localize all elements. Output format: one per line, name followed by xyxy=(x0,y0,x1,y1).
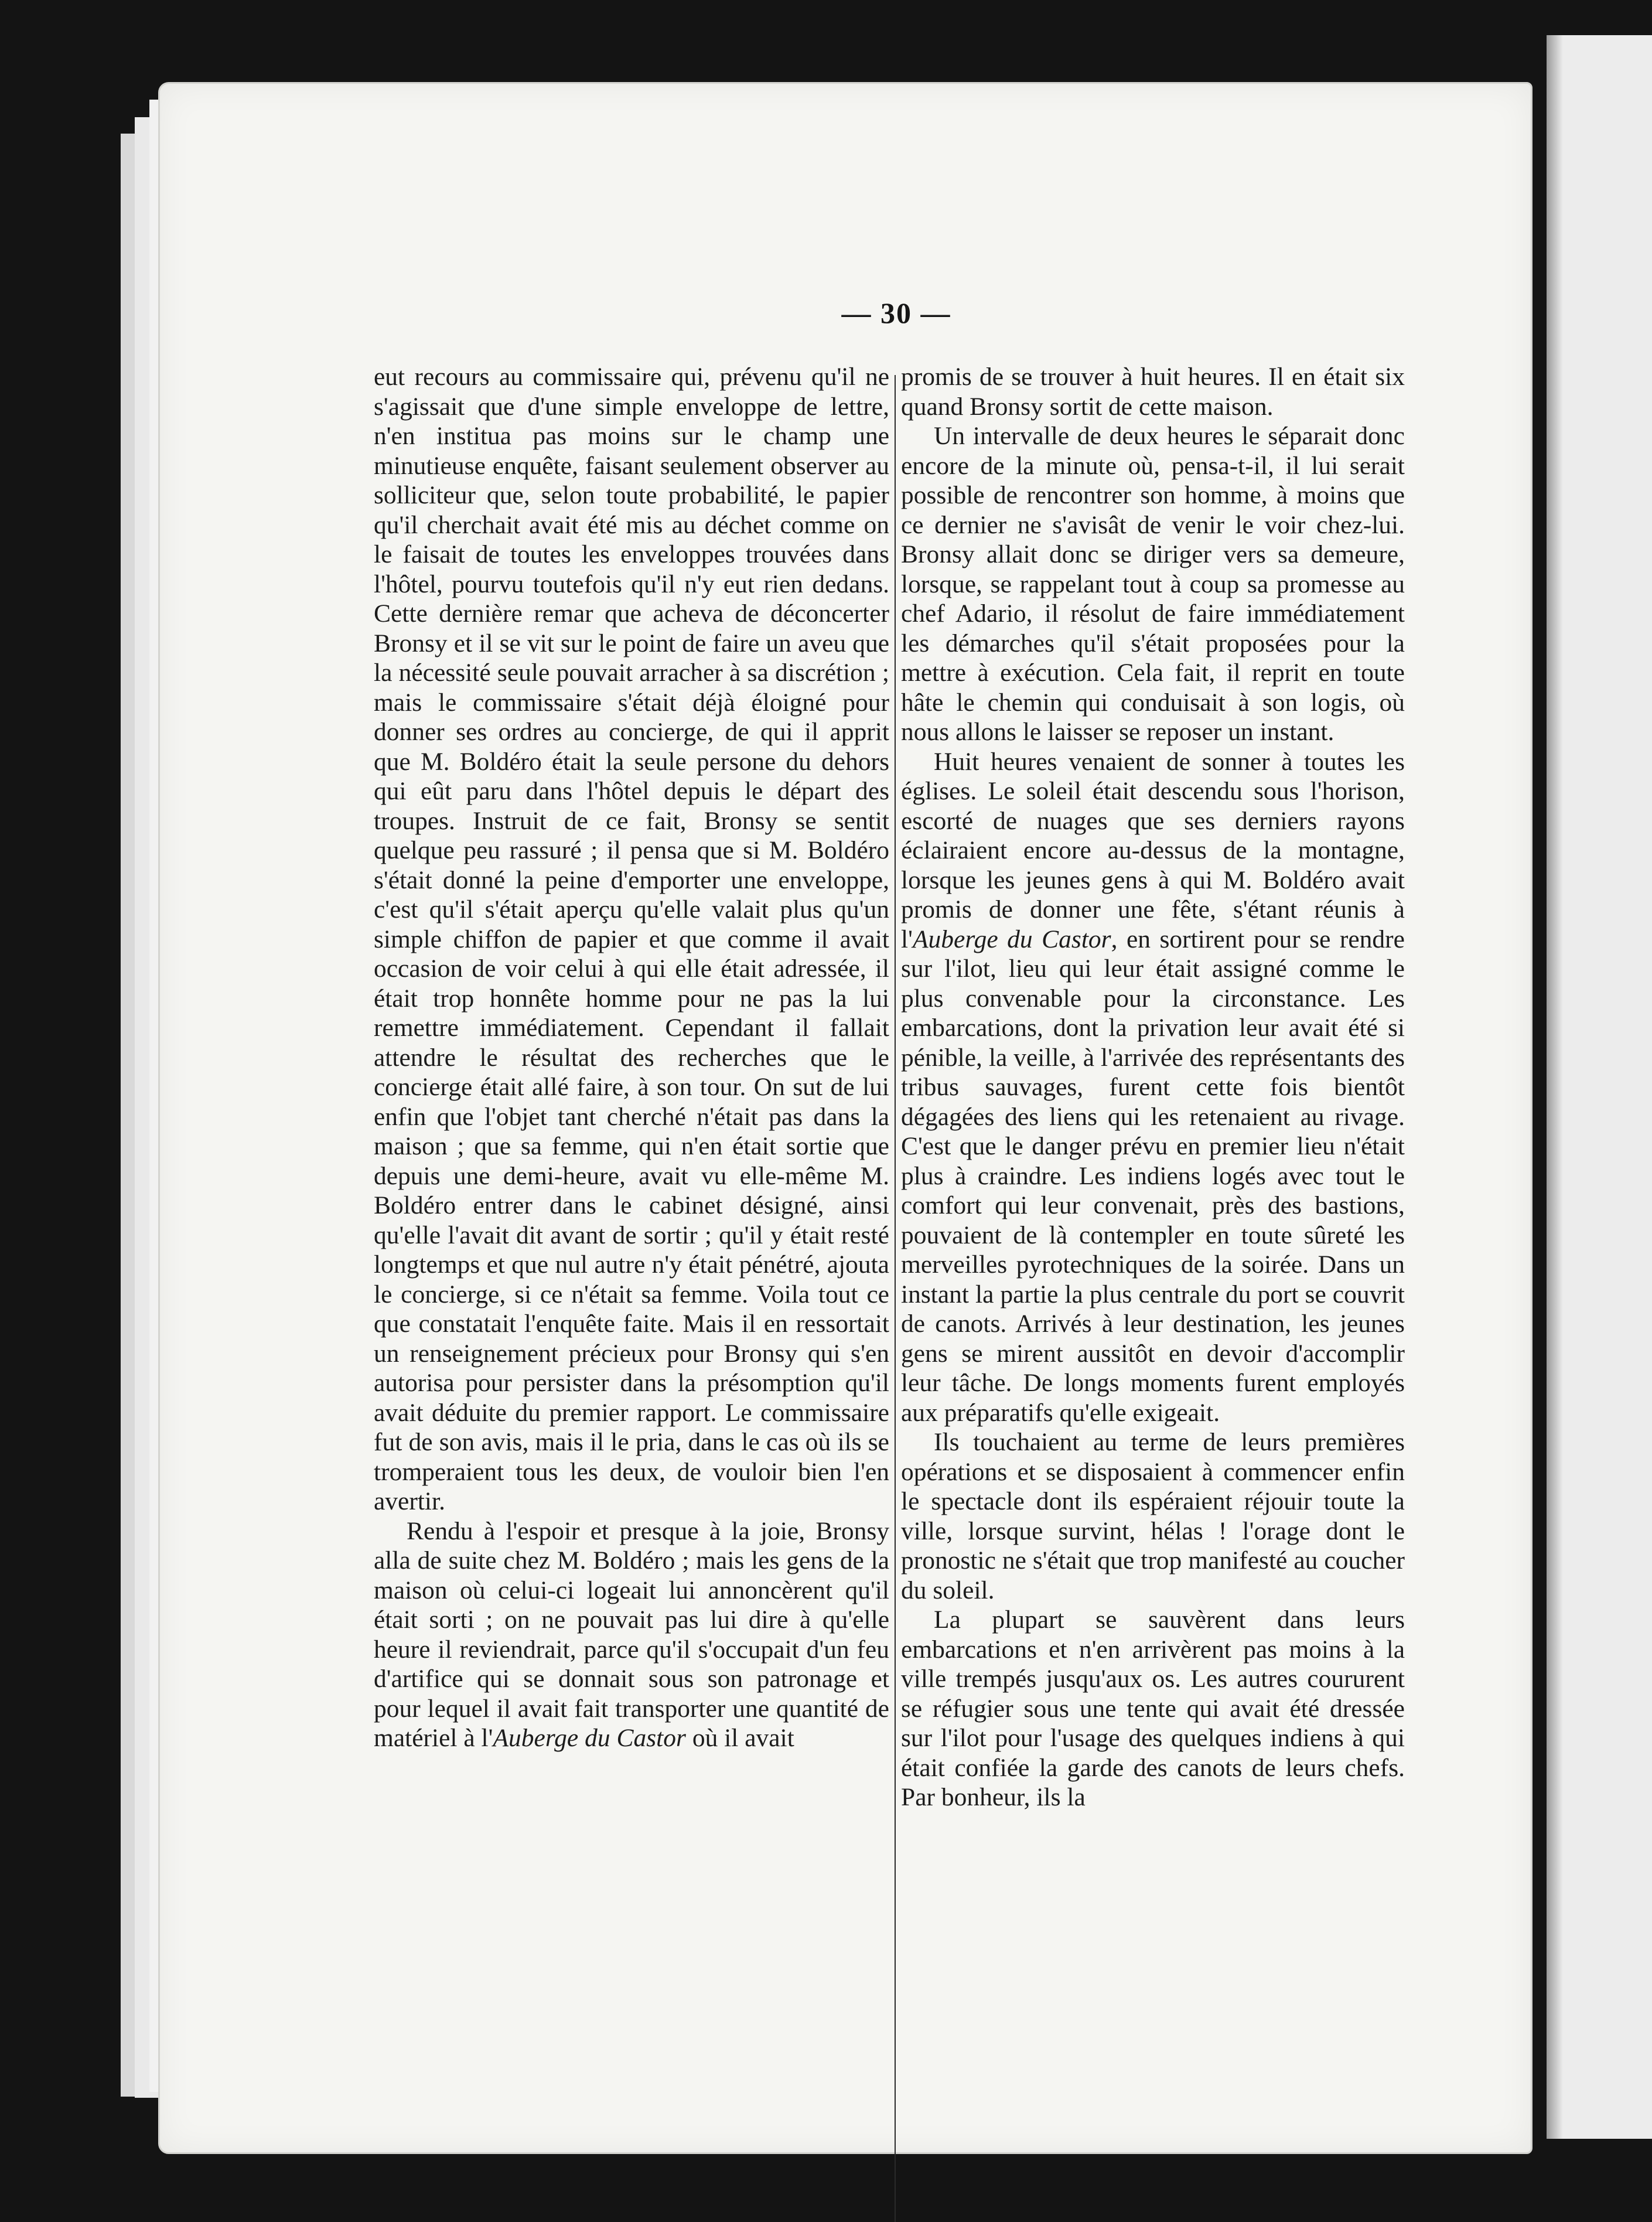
column-rule xyxy=(895,375,896,2222)
page-number: — 30 — xyxy=(841,297,951,329)
paragraph: promis de se trouver à huit heures. Il en était six quand Bronsy sortit de cette maison. xyxy=(901,363,1405,421)
right-column xyxy=(901,362,1405,1812)
italic-title: Auberge du Castor xyxy=(912,925,1111,953)
paragraph-text: Huit heures venaient de sonner à toutes les églises. Le soleil était descendu sous l'horison, escorté de nuages que ses derniers rayons éclairaient encore au-dessus de la montagne, lorsque les jeunes gens à qui M. Boldéro avait promis de donner une fête, s'étant réunis à l' xyxy=(901,747,1405,953)
gutter-shadow xyxy=(1547,35,1563,2139)
paragraph xyxy=(901,747,1405,1428)
paragraph: Ils touchaient au terme de leurs premières opérations et se disposaient à commencer enfin le spectacle dont ils espéraient réjouir toute la ville, lorsque survint, hélas ! l'orage dont le pronostic ne s'était que trop manifesté au coucher du soleil. xyxy=(901,1428,1405,1604)
paragraph xyxy=(374,1516,889,1753)
paragraph: eut recours au commissaire qui, prévenu qu'il ne s'agissait que d'une simple enveloppe de lettre, n'en institua pas moins sur le champ une minutieuse enquête, faisant seulement observer au solliciteur que, selon toute probabilité, le papier qu'il cherchait avait été mis au déchet comme on le faisait de toutes les enveloppes trouvées dans l'hôtel, pourvu toutefois qu'il n'y eut rien dedans. Cette dernière remar que acheva de déconcerter Bronsy et il se vit sur le point de faire un aveu que la nécessité seule pouvait arracher à sa discrétion ; mais le commissaire s'était déjà éloigné pour donner ses ordres au concierge, de qui il apprit que M. Boldéro était la seule persone du dehors qui eût paru dans l'hôtel depuis le départ des troupes. Instruit de ce fait, Bronsy se sentit quelque peu rassuré ; il pensa que si M. Boldéro s'était donné la peine d'emporter une enveloppe, c'est qu'il s'était aperçu qu'elle valait plus qu'un simple chiffon de papier et que comme il avait occasion de voir celui à qui elle était adressée, il était trop honnête homme pour ne pas la lui remettre immédiatement. Cependant il fallait attendre le résultat des recherches que le concierge était allé faire, à son tour. On sut de lui enfin que l'objet tant cherché n'était pas dans la maison ; que sa femme, qui n'en était sortie que depuis une demi-heure, avait vu elle-même M. Boldéro entrer dans le cabinet désigné, ainsi qu'elle l'avait dit avant de sortir ; qu'il y était resté longtemps et que nul autre n'y était pénétré, ajouta le concierge, si ce n'était sa femme. Voila tout ce que constatait l'enquête faite. Mais il en ressortait un renseignement précieux pour Bronsy qui s'en autorisa pour persister dans la présomption qu'il avait déduite du premier rapport. Le commissaire fut de son avis, mais il le pria, dans le cas où ils se tromperaient tous les deux, de vouloir bien l'en avertir. xyxy=(374,363,889,1515)
facing-page-edge xyxy=(1547,35,1652,2139)
paragraph: Un intervalle de deux heures le séparait donc encore de la minute où, pensa-t-il, il lui serait possible de rencontrer son homme, à moins que ce dernier ne s'avisât de venir le voir chez-lui. Bronsy allait donc se diriger vers sa demeure, lorsque, se rappelant tout à coup sa promesse au chef Adario, il résolut de faire immédiatement les démarches qu'il s'était proposées pour la mettre à exécution. Cela fait, il reprit en toute hâte le chemin qui conduisait à son logis, où nous allons le laisser se reposer un instant. xyxy=(901,422,1405,746)
paragraph-text: où il avait xyxy=(685,1724,794,1752)
paragraph-text: , en sortirent pour se rendre sur l'ilot, lieu qui leur était assigné comme le plus convenable pour la circonstance. Les embarcations, dont la privation leur avait été si pénible, la veille, à l'arrivée des représentants des tribus sauvages, furent cette fois bientôt dégagées des liens qui les retenaient au rivage. C'est que le danger prévu en premier lieu n'était plus à craindre. Les indiens logés avec tout le comfort qui leur convenait, près des bastions, pouvaient de là contempler en toute sûreté les merveilles pyrotechniques de la soirée. Dans un instant la partie la plus centrale du port se couvrit de canots. Arrivés à leur destination, les jeunes gens se mirent aussitôt en devoir d'accomplir leur tâche. De longs moments furent employés aux préparatifs qu'elle exigeait. xyxy=(901,925,1405,1427)
left-column xyxy=(374,362,889,1753)
paragraph: La plupart se sauvèrent dans leurs embarcations et n'en arrivèrent pas moins à la ville trempés jusqu'aux os. Les autres coururent se réfugier sous une tente qui avait été dressée sur l'ilot pour l'usage des quelques indiens à qui était confiée la garde des canots de leurs chefs. Par bonheur, ils la xyxy=(901,1606,1405,1811)
italic-title: Auberge du Castor xyxy=(493,1724,686,1752)
paragraph-text: Rendu à l'espoir et presque à la joie, Bronsy alla de suite chez M. Boldéro ; mais les gens de la maison où celui-ci logeait lui annoncèrent qu'il était sorti ; on ne pouvait pas lui dire à qu'elle heure il reviendrait, parce qu'il s'occupait d'un feu d'artifice qui se donnait sous son patronage et pour lequel il avait fait transporter une quantité de matériel à l' xyxy=(374,1516,889,1752)
